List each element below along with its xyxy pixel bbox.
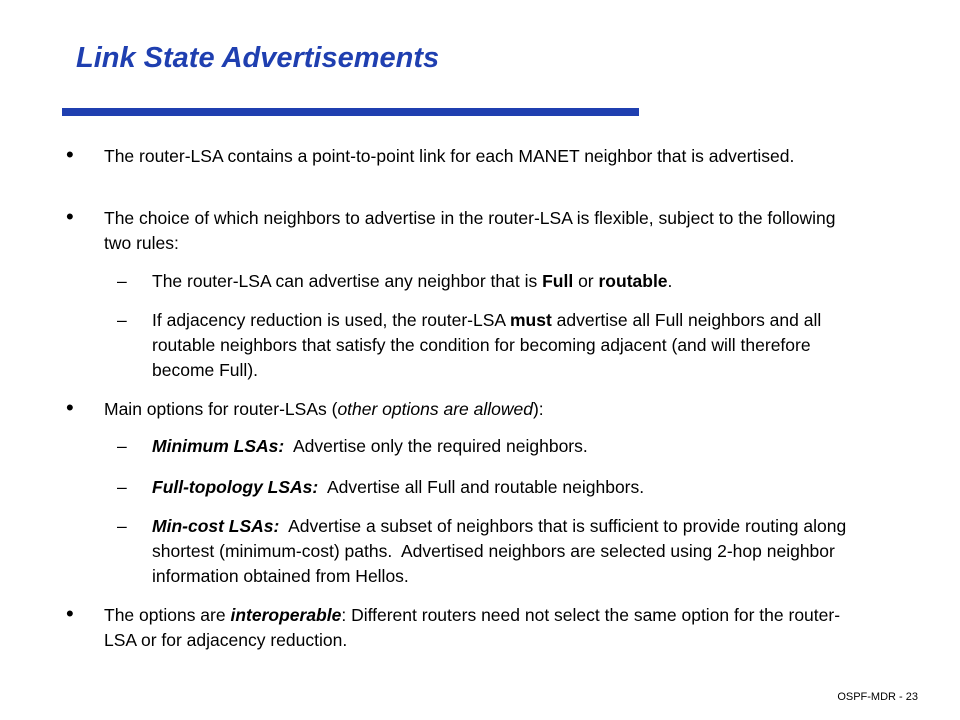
sub-bullet-2-text: If adjacency reduction is used, the router-LSA must advertise all Full neighbors and all routable neighbors that satisfy the condition for becoming adjacent (and will therefore become Full). <box>152 310 822 380</box>
option-label-full-topology: Full-topology LSAs: <box>152 477 319 497</box>
sub-bullet-1-text: The router-LSA can advertise any neighbor that is Full or routable. <box>152 271 673 291</box>
bullet-icon: • <box>66 395 74 420</box>
dash-icon: – <box>117 477 127 497</box>
dash-icon: – <box>117 271 127 291</box>
sub-bullet-4-text: Full-topology LSAs: Advertise all Full and routable neighbors. <box>152 477 645 497</box>
dash-icon: – <box>117 516 127 536</box>
bullet-2-text: The choice of which neighbors to advertise in the router-LSA is flexible, subject to the following two rules: <box>104 208 836 253</box>
bullet-icon: • <box>66 142 74 167</box>
sub-bullet-3-text: Minimum LSAs: Advertise only the required neighbors. <box>152 436 588 456</box>
option-label-minimum: Minimum LSAs: <box>152 436 285 456</box>
dash-icon: – <box>117 436 127 456</box>
option-label-min-cost: Min-cost LSAs: <box>152 516 280 536</box>
bold-term-must: must <box>509 310 552 330</box>
italic-note: other options are allowed <box>337 399 533 419</box>
title-underline-rule <box>62 108 639 116</box>
slide-footer: OSPF-MDR - 23 <box>837 691 918 703</box>
bold-italic-interoperable: interoperable <box>230 605 342 625</box>
dash-icon: – <box>117 310 127 330</box>
sub-bullet-5-text: Min-cost LSAs: Advertise a subset of neighbors that is sufficient to provide routing along shortest (minimum-cost) paths. Advertised neighbors are selected using 2-hop neighbor information obtained from Hellos. <box>152 516 852 586</box>
bullet-3-text: Main options for router-LSAs (other options are allowed): <box>104 399 544 419</box>
bullet-icon: • <box>66 204 74 229</box>
bold-term-full: Full <box>542 271 574 291</box>
bold-term-routable: routable <box>598 271 668 291</box>
slide-title: Link State Advertisements <box>76 42 440 74</box>
bullet-icon: • <box>66 601 74 626</box>
bullet-4-text: The options are interoperable: Different routers need not select the same option for the router-LSA or for adjacency reduction. <box>104 605 841 650</box>
bullet-1-text: The router-LSA contains a point-to-point link for each MANET neighbor that is advertised. <box>104 146 795 166</box>
